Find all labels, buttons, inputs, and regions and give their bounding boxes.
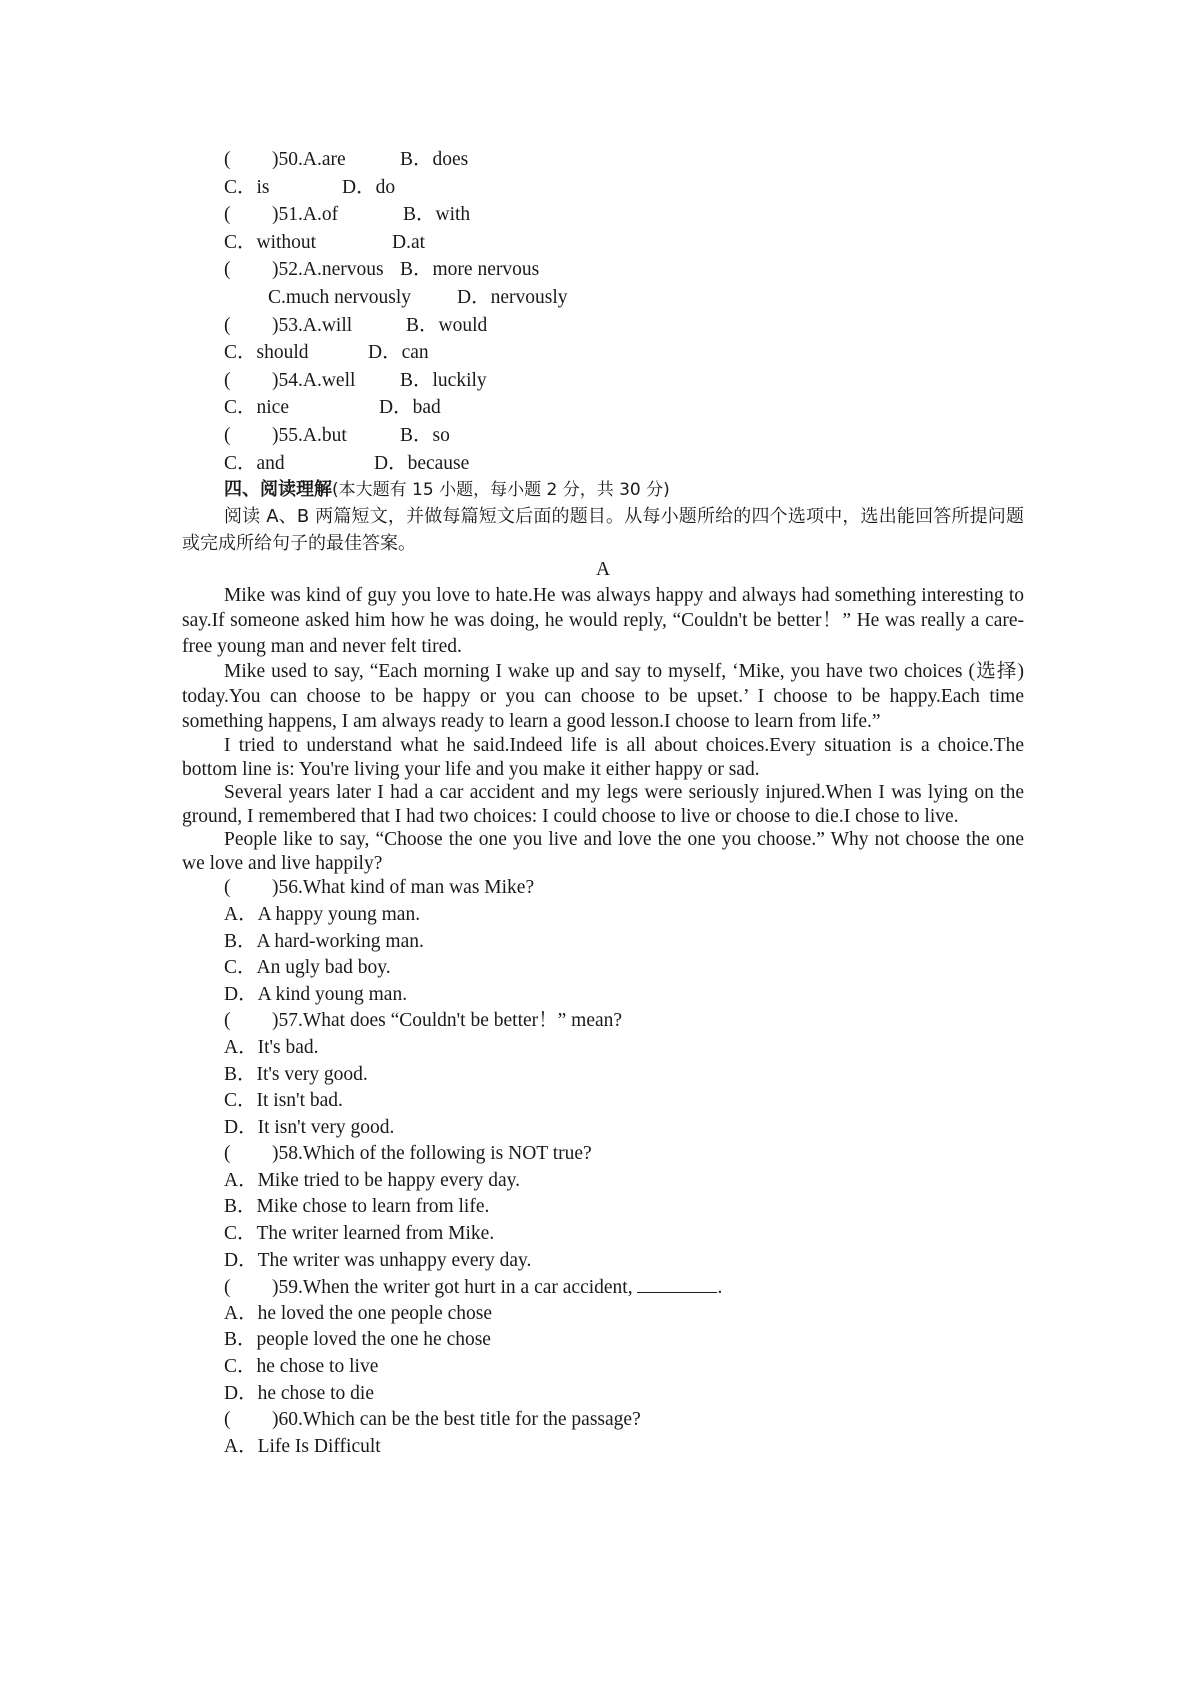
answer-choice: C．The writer learned from Mike.: [224, 1223, 495, 1245]
option-line-ab: [182, 367, 1024, 395]
answer-paren: (: [224, 1409, 231, 1431]
option-d: D．can: [368, 342, 429, 364]
option-a: )55.A.but: [272, 424, 347, 446]
answer-paren: (: [224, 259, 231, 281]
option-c: C．is: [224, 176, 270, 198]
option-d: D.at: [392, 231, 426, 253]
option-a: )51.A.of: [272, 204, 339, 226]
section-title: 四、阅读理解: [224, 479, 332, 501]
question-stem: [182, 1008, 1024, 1035]
option-c: C．and: [224, 452, 285, 474]
section-instruction: 阅读 A、B 两篇短文，并做每篇短文后面的题目。从每小题所给的四个选项中，选出能回答所提问题或完成所给句子的最佳答案。: [182, 506, 1024, 555]
option-line-cd: [182, 284, 1024, 312]
answer-choice: D．The writer was unhappy every day.: [224, 1249, 532, 1271]
option-line-ab: [182, 312, 1024, 340]
page-content: [182, 146, 1024, 1460]
option-b: B．so: [400, 424, 450, 446]
answer-choice: D．It isn't very good.: [224, 1116, 395, 1138]
option-line-cd: [182, 394, 1024, 422]
option-d: D．nervously: [457, 286, 568, 308]
answer-paren: (: [224, 1143, 231, 1165]
passage-paragraph: I tried to understand what he said.Indeed life is all about choices.Every situation is a choice.The bottom line is: You're living your life and you make it either happy or sad.: [182, 735, 1024, 780]
passage-body: [182, 583, 1024, 875]
answer-choice: A．Mike tried to be happy every day.: [224, 1169, 521, 1191]
question-text: )59.When the writer got hurt in a car accident,: [272, 1277, 633, 1299]
answer-choice: A．A happy young man.: [224, 903, 421, 925]
passage-paragraph: People like to say, “Choose the one you live and love the one you choose.” Why not choose the one we love and live happily?: [182, 829, 1024, 874]
option-d: D．because: [374, 452, 470, 474]
option-c: C．without: [224, 231, 317, 253]
question-stem: [182, 1274, 1024, 1301]
option-line-ab: [182, 256, 1024, 284]
passage-paragraph: Several years later I had a car accident and my legs were seriously injured.When I was lying on the ground, I remembered that I had two choices: I could choose to live or choose to die.I chose to live.: [182, 782, 1024, 827]
answer-choice: A．he loved the one people chose: [224, 1302, 493, 1324]
option-c: C.much nervously: [268, 286, 411, 308]
answer-paren: (: [224, 877, 231, 899]
option-d: D．bad: [379, 397, 441, 419]
answer-paren: (: [224, 204, 231, 226]
section-heading: [182, 477, 1024, 503]
answer-choice: A．It's bad.: [224, 1036, 319, 1058]
answer-choice: B．A hard-working man.: [224, 930, 424, 952]
option-a: )50.A.are: [272, 149, 346, 170]
answer-paren: (: [224, 424, 231, 446]
answer-choice: C．he chose to live: [224, 1356, 379, 1378]
option-b: B．would: [406, 314, 488, 336]
passage-label: A: [595, 559, 611, 581]
option-line-ab: [182, 201, 1024, 229]
option-line-cd: [182, 174, 1024, 202]
question-stem: [182, 875, 1024, 902]
answer-paren: (: [224, 1010, 231, 1032]
question-stem: [182, 1407, 1024, 1434]
option-b: B．luckily: [400, 369, 487, 391]
option-b: B．more nervous: [400, 259, 540, 281]
answer-paren: (: [224, 149, 231, 170]
passage-paragraph: Mike was kind of guy you love to hate.He was always happy and always had something interesting to say.If someone asked him how he was doing, he would reply, “Couldn't be better！” He was really a care-free young man and never felt tired.: [182, 585, 1024, 657]
section-note: (本大题有 15 小题，每小题 2 分，共 30 分): [332, 480, 670, 501]
option-line-ab: [182, 146, 1024, 174]
question-text-end: .: [717, 1277, 723, 1299]
answer-choice: C．It isn't bad.: [224, 1090, 343, 1112]
option-a: )54.A.well: [272, 369, 356, 391]
question-stem: [182, 1141, 1024, 1168]
option-c: C．should: [224, 342, 309, 364]
question-text: )58.Which of the following is NOT true?: [272, 1143, 592, 1165]
option-line-ab: [182, 422, 1024, 450]
question-list: [182, 875, 1024, 1460]
question-text: )60.Which can be the best title for the passage?: [272, 1409, 641, 1431]
option-d: D．do: [342, 176, 396, 198]
question-text: )56.What kind of man was Mike?: [272, 877, 535, 899]
question-text: )57.What does “Couldn't be better！” mean?: [272, 1010, 623, 1032]
option-c: C．nice: [224, 397, 289, 419]
answer-blank[interactable]: [637, 1274, 717, 1293]
option-a: )52.A.nervous: [272, 259, 384, 281]
answer-paren: (: [224, 369, 231, 391]
answer-choice: B．people loved the one he chose: [224, 1329, 491, 1351]
option-b: B．with: [403, 204, 471, 226]
option-line-cd: [182, 339, 1024, 367]
cloze-option-group: [182, 146, 1024, 477]
option-b: B．does: [400, 149, 469, 170]
answer-choice: A．Life Is Difficult: [224, 1435, 381, 1457]
answer-choice: D．he chose to die: [224, 1382, 375, 1404]
answer-paren: (: [224, 314, 231, 336]
option-a: )53.A.will: [272, 314, 353, 336]
answer-choice: C．An ugly bad boy.: [224, 957, 391, 979]
answer-choice: B．Mike chose to learn from life.: [224, 1196, 490, 1218]
option-line-cd: [182, 450, 1024, 478]
answer-choice: B．It's very good.: [224, 1063, 368, 1085]
answer-paren: (: [224, 1277, 231, 1299]
option-line-cd: [182, 229, 1024, 257]
passage-paragraph: Mike used to say, “Each morning I wake up and say to myself, ‘Mike, you have two choices (选择) today.You can choose to be happy or you can choose to be upset.’ I choose to be happy.Each time something happens, I am always ready to learn a good lesson.I choose to learn from life.”: [182, 660, 1024, 733]
answer-choice: D．A kind young man.: [224, 983, 408, 1005]
